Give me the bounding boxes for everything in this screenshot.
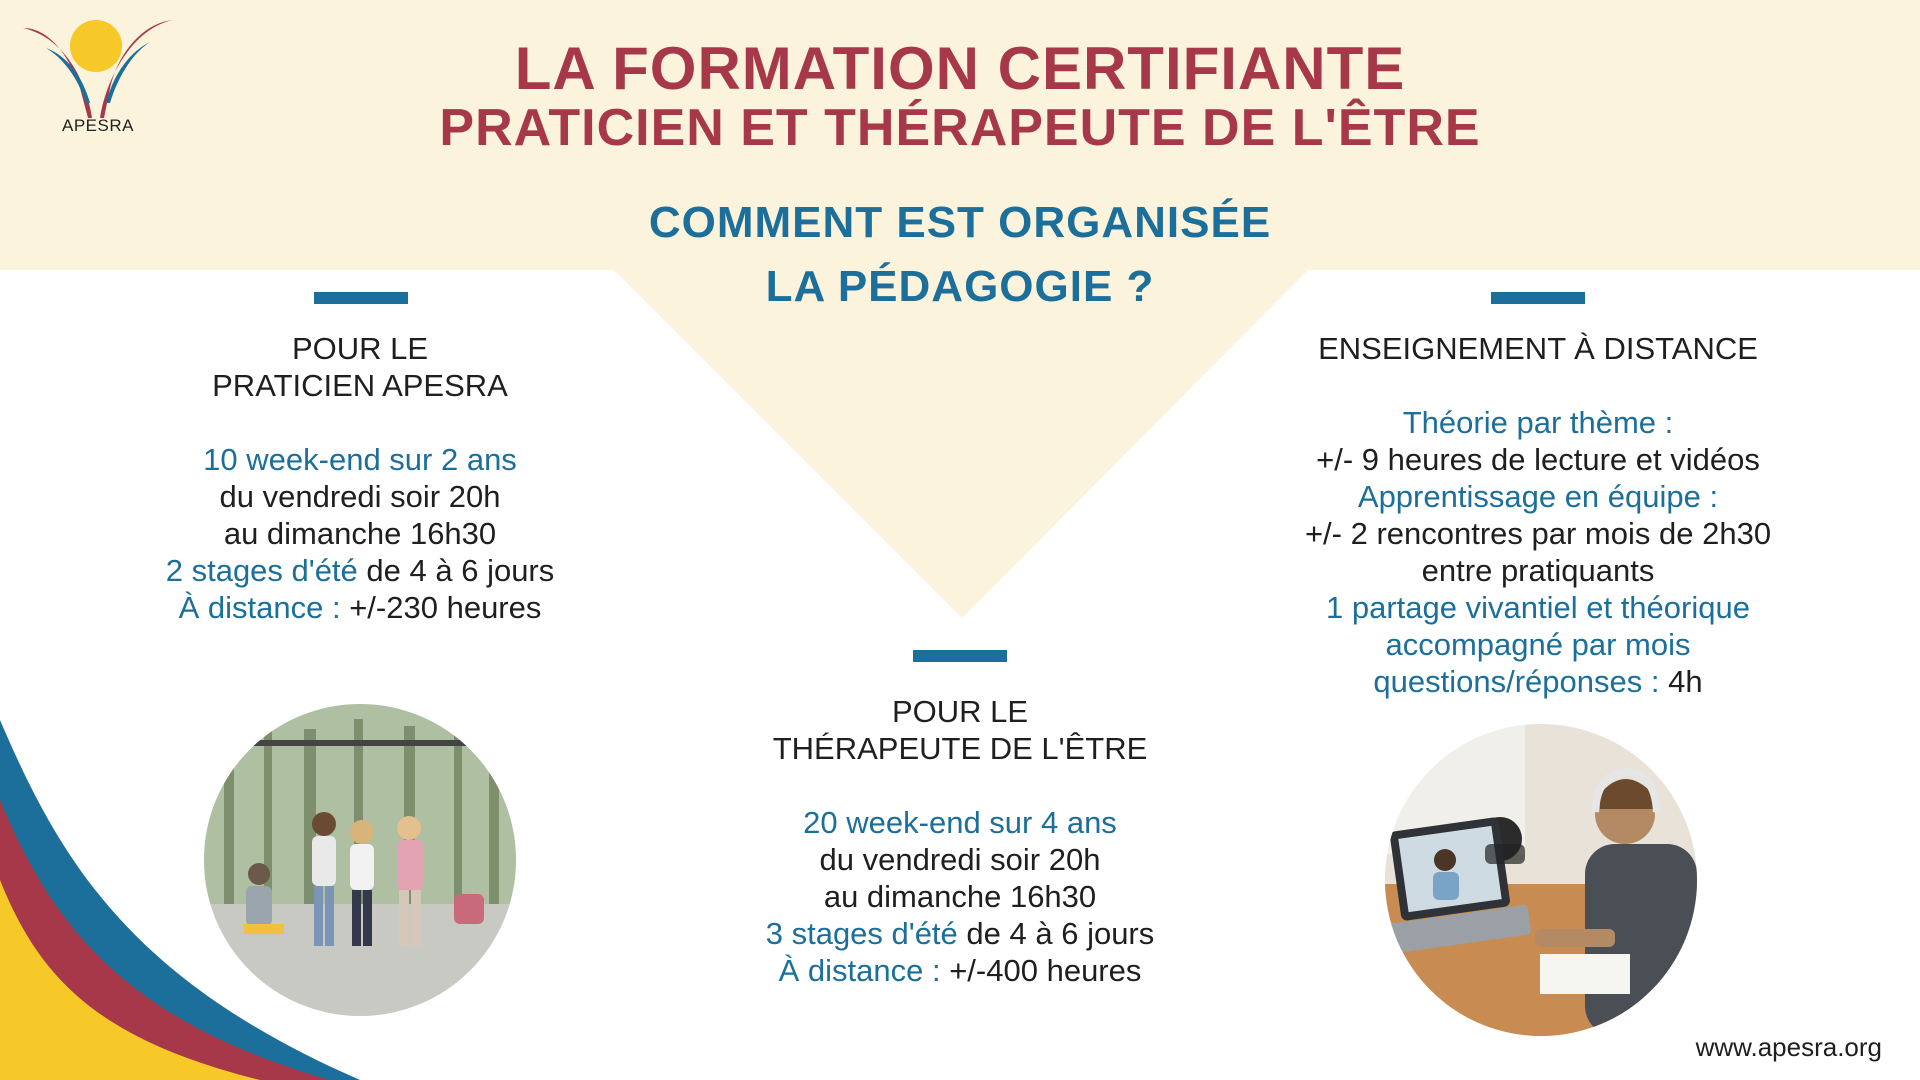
page-title: LA FORMATION CERTIFIANTE [514,35,1406,102]
distance-heading: ENSEIGNEMENT À DISTANCE [1318,331,1758,366]
distance-sharing-2: accompagné par mois [1385,627,1691,662]
therapeute-heading-1: POUR LE [891,694,1029,729]
praticien-distance-hours: +/-230 heures [340,590,542,625]
therapeute-weekends: 20 week-end sur 4 ans [803,805,1117,840]
praticien-end: au dimanche 16h30 [223,516,497,551]
distance-qa-hours: 4h [1659,664,1703,699]
distance-qa [1248,663,1828,700]
therapeute-distance-label: À distance : [778,953,941,988]
question-line-2: LA PÉDAGOGIE ? [765,262,1155,311]
website-link[interactable]: www.apesra.org [1695,1032,1882,1062]
distance-theory-hours: +/- 9 heures de lecture et vidéos [1316,442,1760,477]
praticien-stages-label: 2 stages d'été [165,553,358,588]
praticien-column [110,330,610,626]
video-call-photo [1385,724,1697,1036]
distance-qa-label: questions/réponses : [1373,664,1660,699]
center-divider [913,650,1007,662]
therapeute-distance [710,952,1210,989]
left-divider [314,292,408,304]
therapeute-heading-2: THÉRAPEUTE DE L'ÊTRE [772,731,1148,766]
distance-column [1248,330,1828,700]
logo-text: APESRA [62,116,134,135]
therapeute-distance-hours: +/-400 heures [940,953,1142,988]
distance-theory-label: Théorie par thème : [1402,405,1674,440]
therapeute-column [710,693,1210,989]
distance-team-peers: entre pratiquants [1421,553,1655,588]
praticien-heading-2: PRATICIEN APESRA [212,368,508,403]
praticien-distance-label: À distance : [178,590,341,625]
page-subtitle: PRATICIEN ET THÉRAPEUTE DE L'ÊTRE [439,99,1481,157]
distance-sharing-1: 1 partage vivantiel et théorique [1326,590,1750,625]
praticien-heading-1: POUR LE [291,331,429,366]
therapeute-stages-label: 3 stages d'été [765,916,958,951]
distance-team-label: Apprentissage en équipe : [1357,479,1719,514]
distance-team-meetings: +/- 2 rencontres par mois de 2h30 [1304,516,1772,551]
praticien-weekends: 10 week-end sur 2 ans [203,442,517,477]
therapeute-stages [710,915,1210,952]
praticien-stages [110,552,610,589]
question-line-1: COMMENT EST ORGANISÉE [648,198,1272,247]
therapeute-end: au dimanche 16h30 [823,879,1097,914]
therapeute-stages-duration: de 4 à 6 jours [957,916,1155,951]
praticien-stages-duration: de 4 à 6 jours [357,553,555,588]
praticien-start: du vendredi soir 20h [219,479,501,514]
decorative-waves [0,600,360,1080]
therapeute-start: du vendredi soir 20h [819,842,1101,877]
right-divider [1491,292,1585,304]
